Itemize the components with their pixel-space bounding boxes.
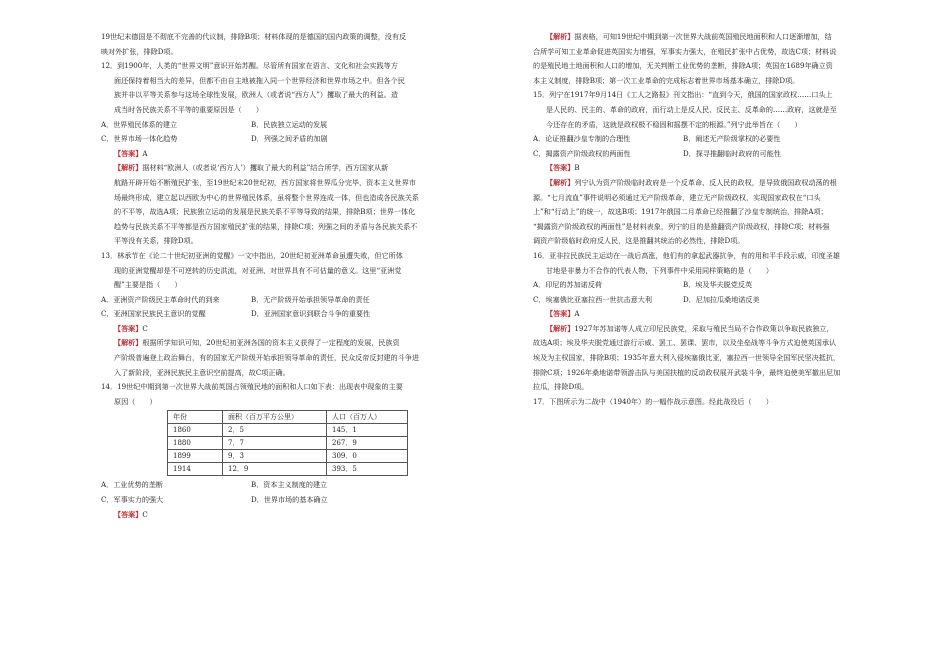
q14-option-b: B．资本主义制度的建立: [251, 480, 328, 490]
q12-stem-line: 12．到1900年，人类的“世界文明”意识开始苏醒。尽管所有国家在语言、文化和社会实践等方: [101, 61, 398, 71]
q14-option-c: C．军事实力的强大: [101, 495, 164, 505]
q12-option-a: A．世界殖民体系的建立: [101, 119, 178, 129]
table-header: 面积（百万平方公里）: [223, 411, 327, 424]
q12-answer: [101, 147, 481, 162]
table-cell: 145．1: [327, 424, 408, 437]
q16-answer-value: A: [574, 309, 580, 319]
q14-analysis-line: 的是殖民地土地面积和人口的增加，无关判断工业优势的垄断，排除A项；英国在1689年确立资: [533, 61, 833, 71]
q14-analysis-line: 本主义制度，排除B项；第一次工业革命的完成标志着世界市场基本确立，排除D项。: [533, 75, 800, 85]
answer-tag: 【答案】: [546, 163, 575, 173]
q14-stem-line: 14．19世纪中期到第一次世界大战前英国占领殖民地的面积和人口如下表：出现表中现象的主要: [101, 382, 403, 392]
analysis-tag: 【解析】: [546, 323, 575, 333]
q15-analysis-line: 【解析】列宁认为资产阶级临时政府是一个反革命、反人民的政权，是导致俄国政权动荡的根: [546, 177, 837, 187]
table-cell: 9．3: [223, 450, 327, 463]
q12-analysis-line: 【解析】据材料“欧洲人（或者说‘西方人’）攫取了最大的利益”结合所学，西方国家从新: [114, 163, 389, 173]
q15-analysis-line: 上”和“行动上”的统一，故选B项；1917年俄国二月革命已经推翻了沙皇专制统治，排除A项；: [533, 207, 828, 217]
colony-data-table: [167, 410, 408, 476]
q13-analysis-line: 产阶级普遍登上政治舞台，有的国家无产阶级开始承担领导革命的责任，民众反帝反封建的斗争进: [114, 353, 420, 363]
q14-analysis: [533, 30, 885, 88]
q16-analysis-line: 埃及为主权国家，排除B项；1935年意大利入侵埃塞俄比亚，塞拉西一世领导全国军民坚决抵抗，: [533, 353, 841, 363]
table-cell: 267．9: [327, 437, 408, 450]
q15-analysis-line: 调资产阶级临时政府反人民，这是推翻其统治的必然性，排除D项。: [533, 236, 745, 246]
q16-analysis-line: 拉瓜，排除D项。: [533, 382, 589, 392]
q12-analysis-line: 的不平等，故选A项；民族独立运动的发展是民族关系不平等导致的结果，排除B项；世界一体化: [114, 207, 416, 217]
table-cell: 12．9: [223, 463, 327, 476]
q12-stem-line: 成当时各民族关系不平等的重要原因是（ ）: [114, 104, 263, 114]
q16-analysis-line: 【解析】1927年苏加诺等人成立印尼民族党，采取与殖民当局不合作政策以争取民族独立，: [546, 323, 834, 333]
q13-stem-line: 醒”主要是指（ ）: [114, 280, 182, 290]
q14-analysis-line: 【解析】据表格，可知19世纪中期到第一次世界大战前英国殖民地面积和人口逐渐增加，结: [546, 32, 832, 41]
q12-options: [101, 118, 481, 147]
question-17: [533, 395, 885, 410]
q13-option-d: D．亚洲国家意识到联合斗争的重要性: [251, 309, 371, 319]
q15-analysis-line: 源。“七月流血”事件说明必须通过无产阶级革命，建立无产阶级政权，实现国家政权在“口头: [533, 192, 821, 202]
question-15: [533, 88, 885, 249]
q16-option-d: D．尼加拉瓜桑地诺反美: [683, 294, 760, 304]
q13-stem-line: 现的亚洲觉醒却是不可逆转的历史洪流，对亚洲、对世界具有不可估量的意义。这里“亚洲觉: [114, 265, 402, 275]
table-row: [168, 450, 408, 463]
q13-stem-line: 13．林承节在《论二十世纪初亚洲的觉醒》一文中指出，20世纪初亚洲革命虽遭失败，但它所体: [101, 250, 403, 260]
table-cell: 309．0: [327, 450, 408, 463]
q15-answer-value: B: [574, 163, 580, 173]
q16-analysis-line: 故选A项；埃及华夫脱党通过游行示威、罢工、罢课、罢市，以及坐垒战等斗争方式迫使英国承认: [533, 338, 837, 348]
q12-analysis-line: 场最终形成，建立起以西欧为中心的世界殖民体系，虽将整个世界连成一体，但也造成各民族关系: [114, 192, 420, 202]
q13-option-b: B．无产阶级开始承担领导革命的责任: [251, 294, 370, 304]
q14-analysis-line: 合所学可知工业革命促进英国实力增强，军事实力强大，在殖民扩张中占优势，故选C项；材料说: [533, 46, 837, 56]
table-cell: 1860: [168, 424, 223, 437]
q15-stem-line: 15．列宁在1917年9月14日《工人之路报》刊文指出：“直到今天，俄国的国家政权……口头上: [533, 90, 833, 100]
table-header: 人口（百万人）: [327, 411, 408, 424]
q14-options: [101, 478, 481, 507]
right-column: [533, 30, 885, 409]
question-14: [101, 380, 481, 522]
q13-analysis-line: 入了新阶段，亚洲民族民主意识空前提高，故C项正确。: [114, 367, 290, 377]
answer-tag: 【答案】: [546, 309, 575, 319]
q14-answer: [101, 508, 481, 523]
q16-options: [533, 278, 885, 307]
q16-option-a: A．印尼的苏加诺反荷: [533, 280, 602, 290]
q12-analysis-line: 平等没有关系，排除D项。: [114, 236, 198, 246]
q15-option-c: C．揭露资产阶级政权的两面性: [533, 148, 631, 158]
q17-stem-line: 17．下图所示为二战中（1940年）的一幅作战示意图。经此战役后（ ）: [533, 396, 773, 406]
answer-tag: 【答案】: [114, 323, 143, 333]
table-cell: 1914: [168, 463, 223, 476]
analysis-tag: 【解析】: [114, 338, 143, 348]
table-header-row: [168, 411, 408, 424]
q15-option-d: D．探寻推翻临时政府的可能性: [683, 148, 781, 158]
q15-analysis-line: “揭露资产阶级政权的两面性”是材料表象，列宁的目的是推翻资产阶级政权，排除C项；材料强: [533, 221, 830, 231]
analysis-tag: 【解析】: [546, 32, 575, 41]
table-header: 年份: [168, 411, 223, 424]
table-cell: 393．5: [327, 463, 408, 476]
q15-option-b: B．阐述无产阶级掌权的必要性: [683, 134, 781, 144]
q16-option-c: C．埃塞俄比亚塞拉西一世抗击意大利: [533, 294, 652, 304]
question-12: [101, 59, 481, 249]
answer-tag: 【答案】: [114, 148, 143, 158]
q13-option-c: C．亚洲国家民族民主意识的觉醒: [101, 309, 206, 319]
q13-option-a: A．亚洲资产阶级民主革命时代的到来: [101, 294, 220, 304]
q13-options: [101, 293, 481, 322]
question-13: [101, 249, 481, 380]
table-row: [168, 424, 408, 437]
q16-option-b: B．埃及华夫脱党反英: [683, 280, 753, 290]
q16-stem-line: 甘地是非暴力不合作的代表人物，下列事件中采用同样策略的是（ ）: [546, 265, 773, 275]
table-cell: 1880: [168, 437, 223, 450]
analysis-tag: 【解析】: [546, 177, 575, 187]
q12-option-d: D．列强之间矛盾的加剧: [251, 134, 328, 144]
q12-analysis-line: 航路开辟开始不断殖民扩张，至19世纪末20世纪初，西方国家将世界瓜分完毕，资本主义世界市: [114, 177, 416, 187]
table-cell: 7．7: [223, 437, 327, 450]
question-16: [533, 249, 885, 395]
q12-stem-line: 面还保持着相当大的差异，但都不由自主地被拖入同一个世界经济和世界市场之中。但各个民: [114, 75, 405, 85]
q14-stem-line: 原因（ ）: [114, 396, 157, 406]
table-row: [168, 463, 408, 476]
q16-stem-line: 16．亚非拉民族民主运动在一战后高涨，他们有的拿起武器抗争，有的用和平手段示威，印度圣雄: [533, 250, 840, 260]
q15-stem-line: 今还存在的矛盾，这就是政权极不稳固和摇摆不定的根源。”列宁此举旨在（ ）: [546, 119, 802, 129]
q15-stem-line: 是人民的、民主的、革命的政府，而行动上是反人民、反民主、反革命的……政府，这就是至: [546, 104, 837, 114]
analysis-tag: 【解析】: [114, 163, 143, 173]
q13-analysis-line: 【解析】根据所学知识可知，20世纪初亚洲各国的资本主义获得了一定程度的发展，民族资: [114, 338, 400, 348]
q12-analysis-line: 趋势与民族关系不平等都是西方国家殖民扩张的结果，排除C项；列强之间的矛盾与各民族关系不: [114, 221, 418, 231]
q16-analysis-line: 排除C项；1926年桑地诺带领游击队与美国扶植的反动政权展开武装斗争，最终迫使美军撤出尼加: [533, 367, 841, 377]
q12-stem-line: 族并非以平等关系参与这场全球性发展，欧洲人（或者说“西方人”）攫取了最大的利益。造: [114, 90, 398, 100]
left-column: [101, 30, 481, 522]
q11-continuation-line-2: 映对外扩张，排除D项。: [101, 46, 178, 56]
q12-answer-value: A: [142, 148, 148, 158]
q15-options: [533, 132, 885, 161]
q16-answer: [533, 307, 885, 322]
table-cell: 1899: [168, 450, 223, 463]
q15-answer: [533, 161, 885, 176]
table-cell: 2．5: [223, 424, 327, 437]
q14-option-a: A．工业优势的垄断: [101, 480, 163, 490]
q12-option-c: C．世界市场一体化趋势: [101, 134, 178, 144]
q13-answer: [101, 322, 481, 337]
table-row: [168, 437, 408, 450]
q14-option-d: D．世界市场的基本确立: [251, 495, 328, 505]
q15-option-a: A．论证推翻沙皇专制的合理性: [533, 134, 631, 144]
q12-option-b: B．民族独立运动的发展: [251, 119, 328, 129]
q11-continuation-line-1: 19世纪末德国是不彻底不完善的代议制，排除B项；材料体现的是德国的国内政策的调整，没有反: [101, 32, 407, 41]
answer-tag: 【答案】: [114, 509, 143, 519]
q13-answer-value: C: [142, 323, 148, 333]
q14-answer-value: C: [142, 509, 148, 519]
